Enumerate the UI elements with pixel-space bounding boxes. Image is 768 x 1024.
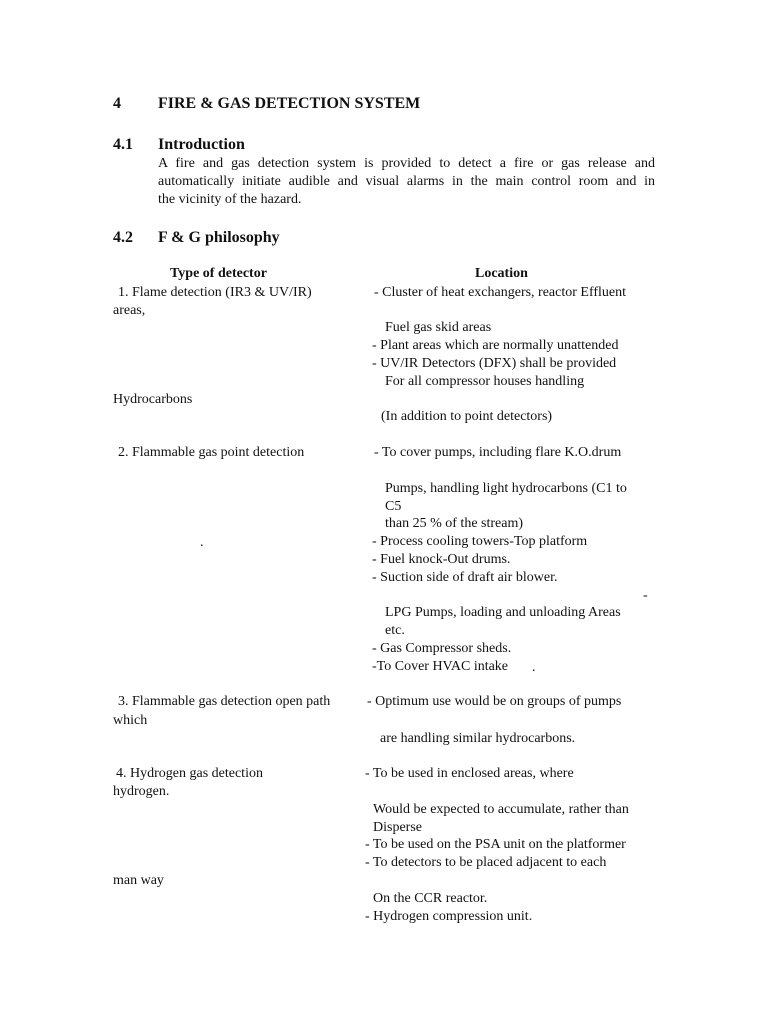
text-line: - To be used on the PSA unit on the platformer: [365, 837, 626, 852]
intro-title: Introduction: [158, 136, 245, 153]
col-location-header: Location: [475, 266, 528, 281]
text-line: etc.: [385, 623, 405, 638]
text-line: 2. Flammable gas point detection: [118, 445, 305, 460]
text-line: Would be expected to accumulate, rather than: [373, 802, 629, 817]
text-line: areas,: [113, 303, 146, 318]
intro-paragraph: [158, 155, 655, 209]
text-line: - Process cooling towers-Top platform: [372, 534, 588, 549]
text-line: - Fuel knock-Out drums.: [372, 552, 511, 567]
text-line: For all compressor houses handling: [385, 374, 585, 389]
text-line: - Cluster of heat exchangers, reactor Effluent: [374, 285, 627, 300]
text-line: - Gas Compressor sheds.: [372, 641, 512, 656]
text-line: than 25 % of the stream): [385, 516, 524, 531]
intro-line-1: A fire and gas detection system is provided to detect a fire or gas release and: [158, 156, 655, 171]
intro-line-2: automatically initiate audible and visual alarms in the main control room and in: [158, 174, 655, 189]
text-line: man way: [113, 873, 164, 888]
philosophy-number: 4.2: [113, 229, 133, 246]
text-line: (In addition to point detectors): [381, 409, 553, 424]
text-line: -: [643, 588, 648, 603]
text-line: On the CCR reactor.: [373, 891, 488, 906]
text-line: .: [532, 660, 536, 675]
text-line: 1. Flame detection (IR3 & UV/IR): [118, 285, 312, 300]
text-line: - UV/IR Detectors (DFX) shall be provided: [372, 356, 617, 371]
philosophy-title: F & G philosophy: [158, 229, 280, 246]
text-line: 3. Flammable gas detection open path: [118, 694, 331, 709]
text-line: C5: [385, 499, 402, 514]
text-line: - To cover pumps, including flare K.O.drum: [374, 445, 622, 460]
section-title: FIRE & GAS DETECTION SYSTEM: [158, 95, 421, 112]
text-line: - Hydrogen compression unit.: [365, 909, 533, 924]
col-type-header: Type of detector: [170, 266, 267, 281]
text-line: .: [200, 535, 204, 550]
text-line: - To detectors to be placed adjacent to each: [365, 855, 607, 870]
text-line: which: [113, 713, 148, 728]
text-line: are handling similar hydrocarbons.: [380, 731, 576, 746]
section-number: 4: [113, 95, 121, 112]
text-line: -To Cover HVAC intake: [372, 659, 509, 674]
intro-line-3: the vicinity of the hazard.: [158, 192, 302, 207]
text-line: - Optimum use would be on groups of pumps: [367, 694, 622, 709]
text-line: Fuel gas skid areas: [385, 320, 492, 335]
text-line: - Suction side of draft air blower.: [372, 570, 558, 585]
text-line: - Plant areas which are normally unattended: [372, 338, 619, 353]
text-line: - To be used in enclosed areas, where: [365, 766, 574, 781]
text-line: LPG Pumps, loading and unloading Areas: [385, 605, 621, 620]
intro-number: 4.1: [113, 136, 133, 153]
text-line: Disperse: [373, 820, 422, 835]
text-line: 4. Hydrogen gas detection: [116, 766, 263, 781]
text-line: Pumps, handling light hydrocarbons (C1 to: [385, 481, 627, 496]
text-line: hydrogen.: [113, 784, 170, 799]
text-line: Hydrocarbons: [113, 392, 193, 407]
